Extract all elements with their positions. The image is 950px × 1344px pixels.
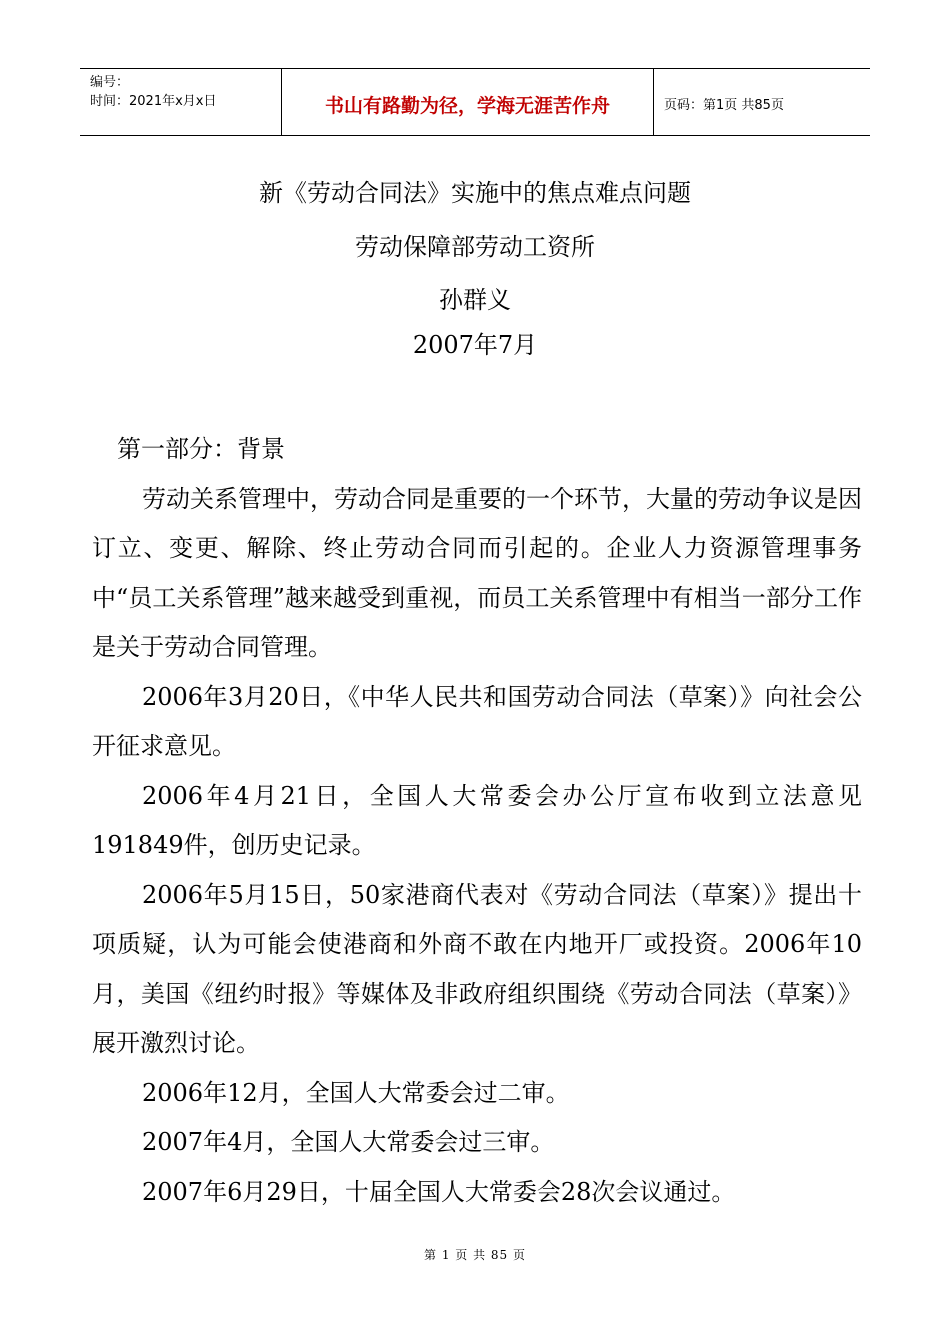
header-motto: 书山有路勤为径，学海无涯苦作舟: [282, 69, 654, 135]
header-time-label: 时间：2021年x月x日: [90, 94, 217, 109]
document-author: 孙群义: [439, 286, 511, 314]
document-header: [80, 68, 870, 136]
header-number-label: 编号：: [90, 75, 130, 90]
header-page-info: 页码：第1页 共85页: [664, 97, 784, 113]
header-meta: [80, 69, 282, 135]
document-title: 新《劳动合同法》实施中的焦点难点问题: [259, 179, 691, 207]
paragraph: 2006年4月21日，全国人大常委会办公厅宣布收到立法意见191849件，创历史记录。: [92, 781, 862, 859]
paragraph: 2006年3月20日，《中华人民共和国劳动合同法（草案）》向社会公开征求意见。: [92, 682, 862, 760]
document-body: [92, 425, 862, 1217]
section-heading: 第一部分：背景: [117, 435, 285, 463]
paragraph: 2006年5月15日，50家港商代表对《劳动合同法（草案）》提出十项质疑，认为可能会使港商和外商不敢在内地开厂或投资。2006年10月，美国《纽约时报》等媒体及非政府组织围绕《劳动合同法（草案）》展开激烈讨论。: [92, 880, 862, 1057]
paragraph: 2007年4月，全国人大常委会过三审。: [142, 1128, 555, 1156]
paragraph: 劳动关系管理中，劳动合同是重要的一个环节，大量的劳动争议是因订立、变更、解除、终止劳动合同而引起的。企业人力资源管理事务中“员工关系管理”越来越受到重视，而员工关系管理中有相当一部分工作是关于劳动合同管理。: [92, 484, 862, 661]
document-organization: 劳动保障部劳动工资所: [355, 233, 595, 261]
paragraph: 2007年6月29日，十届全国人大常委会28次会议通过。: [142, 1177, 736, 1206]
paragraph: 2006年12月，全国人大常委会过二审。: [142, 1078, 570, 1107]
document-date: 2007年7月: [412, 331, 538, 359]
page-footer: 第 1 页 共 85 页: [424, 1248, 526, 1262]
